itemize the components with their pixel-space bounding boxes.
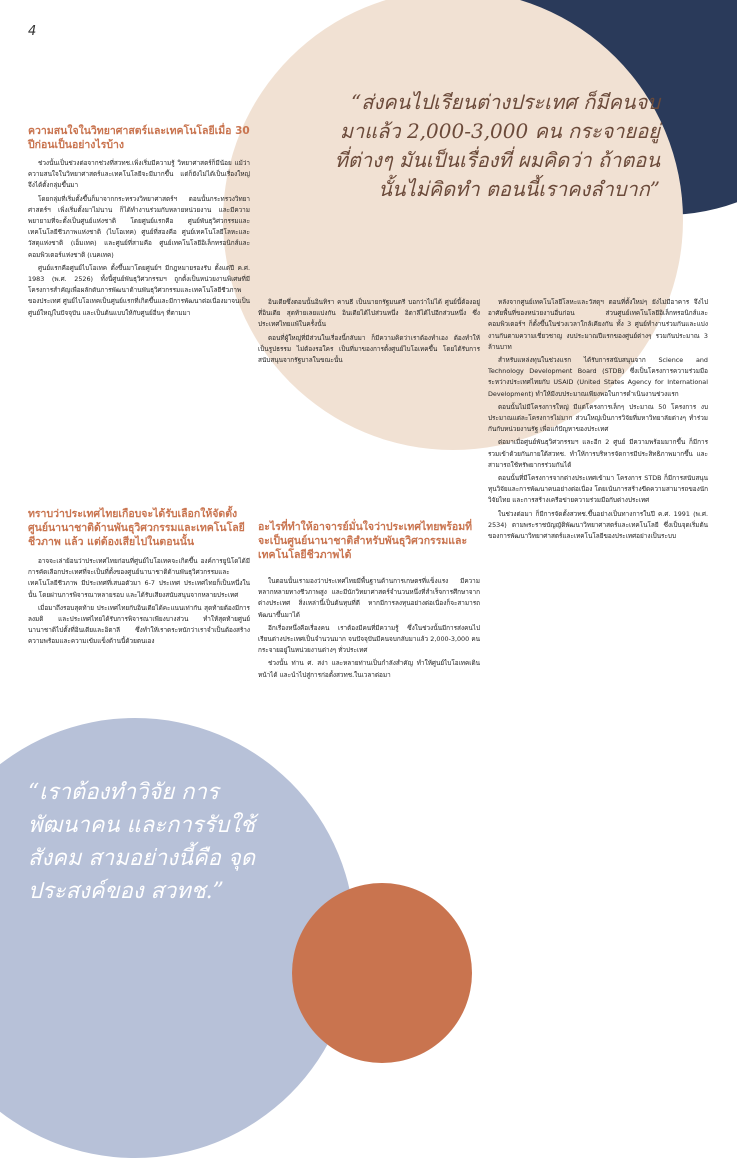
paragraph: ตอนที่ผู้ใหญ่ที่มีส่วนในเรื่องนี้กลับมา ก็มีความคิดว่าเราต้องทำเอง ต้องทำให้เป็นรูปธรรม ไม่ต้องรอใคร เป็นที่มาของการตั้งศูนย์ไบโอเทคขึ้น โดยได้รับการสนับสนุนจากรัฐบาลในขณะนั้น xyxy=(258,333,480,365)
paragraph: ต่อมาเมื่อศูนย์พันธุวิศวกรรมฯ และอีก 2 ศูนย์ มีความพร้อมมากขึ้น ก็มีการรวมเข้าด้วยกันภายใต้สวทช. ทำให้การบริหารจัดการมีประสิทธิภาพมากขึ้น และสามารถใช้ทรัพยากรร่วมกันได้ xyxy=(488,438,708,469)
left-article-block-1 xyxy=(28,158,250,488)
paragraph: ช่วงนั้น ท่าน ศ. สง่า และหลายท่านเป็นกำลังสำคัญ ทำให้ศูนย์ไบโอเทคเดินหน้าได้ และนำไปสู่การก่อตั้งสวทช.ในเวลาต่อมา xyxy=(258,659,480,679)
paragraph: ในช่วงต่อมา ก็มีการจัดตั้งสวทช.ขึ้นอย่างเป็นทางการในปี ค.ศ. 1991 (พ.ศ. 2534) ตามพระราชบัญญัติพัฒนาวิทยาศาสตร์และเทคโนโลยี ซึ่งเป็นจุดเริ่มต้นของการพัฒนาวิทยาศาสตร์และเทคโนโลยีของประเทศอย่างเป็นระบบ xyxy=(488,509,708,541)
right-article-block xyxy=(488,297,708,987)
left-heading-1: ความสนใจในวิทยาศาสตร์และเทคโนโลยีเมื่อ 30 ปีก่อนเป็นอย่างไรบ้าง xyxy=(28,125,250,151)
paragraph: อินเดียซึ่งตอนนั้นอินทิรา คานธี เป็นนายกรัฐมนตรี บอกว่าไม่ได้ ศูนย์นี้ต้องอยู่ที่อินเดีย สุดท้ายเลยแบ่งกัน อินเดียได้ไปส่วนหนึ่ง อิตาลีได้ไปอีกส่วนหนึ่ง ซึ่งประเทศไทยแพ้ในครั้งนั้น xyxy=(258,298,480,329)
paragraph: เมื่อมาถึงรอบสุดท้าย ประเทศไทยกับอินเดียได้คะแนนเท่ากัน สุดท้ายต้องมีการลงมติ และประเทศไทยได้รับการพิจารณาเพียงบางส่วน ทำให้สุดท้ายศูนย์นานาชาติไปตั้งที่อินเดียและอิตาลี ซึ่งทำให้เราตระหนักว่าเราจำเป็นต้องสร้างความพร้อมและความเข้มแข็งด้านนี้ด้วยตนเอง xyxy=(28,603,250,646)
paragraph: ตอนนั้นที่มีโครงการจากต่างประเทศเข้ามา โครงการ STDB ก็มีการสนับสนุนทุนวิจัยและการพัฒนาคนอย่างต่อเนื่อง โดยเน้นการสร้างขีดความสามารถของนักวิจัยไทย และการสร้างเครือข่ายความร่วมมือกับต่างประเทศ xyxy=(488,474,708,505)
paragraph: ช่วงนั้นเป็นช่วงต่อจากช่วงที่สวทช.เพิ่งเริ่มมีความรู้ วิทยาศาสตร์ก็มีน้อย แม้ว่าความสนใจในวิทยาศาสตร์และเทคโนโลยีจะมีมากขึ้น แต่ก็ยังไม่ได้เป็นเรื่องใหญ่ จึงได้ตั้งกลุ่มขึ้นมา xyxy=(28,159,250,190)
paragraph: ตอนนั้นไม่มีโครงการใหญ่ มีแต่โครงการเล็กๆ ประมาณ 50 โครงการ งบประมาณแต่ละโครงการไม่มาก ส่วนใหญ่เป็นการวิจัยที่มหาวิทยาลัยต่างๆ ทำร่วมกันกับหน่วยงานรัฐ เพื่อแก้ปัญหาของประเทศ xyxy=(488,402,708,434)
left-heading-2: ทราบว่าประเทศไทยเกือบจะได้รับเลือกให้จัดตั้งศูนย์นานาชาติด้านพันธุวิศวกรรมและเทคโนโลยีชีวภาพ แล้ว แต่ต้องเสียไปในตอนนั้น xyxy=(28,508,245,548)
middle-article-block-2 xyxy=(258,576,480,886)
paragraph: อาจจะเล่าย้อนว่าประเทศไทยก่อนที่ศูนย์ไบโอเทคจะเกิดขึ้น องค์การยูนิโดได้มีการคัดเลือกประเทศที่จะเป็นที่ตั้งของศูนย์นานาชาติด้านพันธุวิศวกรรมและเทคโนโลยีชีวภาพ มีประเทศที่เสนอตัวมา 6-7 ประเทศ ประเทศไทยก็เป็นหนึ่งในนั้น โดยผ่านการพิจารณาหลายรอบ และได้รับเสียงสนับสนุนจากหลายประเทศ xyxy=(28,557,250,599)
middle-article-block-1 xyxy=(258,297,480,483)
paragraph: หลังจากศูนย์เทคโนโลยีโลหะและวัสดุฯ ตอนที่ตั้งใหม่ๆ ยังไม่มีอาคาร จึงไปอาศัยพื้นที่ของหน่วยงานอื่นก่อน ส่วนศูนย์เทคโนโลยีอิเล็กทรอนิกส์และคอมพิวเตอร์ฯ ก็ตั้งขึ้นในช่วงเวลาใกล้เคียงกัน ทั้ง 3 ศูนย์ทำงานร่วมกันและแบ่งงานกันตามความเชี่ยวชาญ งบประมาณปีแรกของศูนย์ต่างๆ รวมกันประมาณ 3 ล้านบาท xyxy=(488,298,708,351)
paragraph: โดยกลุ่มที่เริ่มตั้งขึ้นก็มาจากกระทรวงวิทยาศาสตร์ฯ ตอนนั้นกระทรวงวิทยาศาสตร์ฯ เพิ่งเริ่มตั้งมาไม่นาน ก็ได้ทำงานร่วมกับหลายหน่วยงาน และมีความพยายามที่จะตั้งเป็นศูนย์แห่งชาติ โดยศูนย์แรกคือ ศูนย์พันธุวิศวกรรมและเทคโนโลยีชีวภาพแห่งชาติ (ไบโอเทค) ศูนย์ที่สองคือ ศูนย์เทคโนโลยีโลหะและวัสดุแห่งชาติ (เอ็มเทค) และศูนย์ที่สามคือ ศูนย์เทคโนโลยีอิเล็กทรอนิกส์และคอมพิวเตอร์แห่งชาติ (เนคเทค) xyxy=(28,194,250,259)
page-number: 4 xyxy=(28,24,37,39)
paragraph: อีกเรื่องหนึ่งคือเรื่องคน เราต้องมีคนที่มีความรู้ ซึ่งในช่วงนั้นมีการส่งคนไปเรียนต่างประเทศเป็นจำนวนมาก จนปัจจุบันมีคนจบกลับมาแล้ว 2,000-3,000 คน กระจายอยู่ในหน่วยงานต่างๆ ทั่วประเทศ xyxy=(258,623,480,655)
left-article-block-2 xyxy=(28,556,250,736)
middle-heading: อะไรที่ทำให้อาจารย์มั่นใจว่าประเทศไทยพร้อมที่จะเป็นศูนย์นานาชาติสำหรับพันธุวิศวกรรมและเทคโนโลยีชีวภาพได้ xyxy=(258,521,473,561)
pull-quote-top: “ส่งคนไปเรียนต่างประเทศ ก็มีคนจบมาแล้ว 2,000-3,000 คน กระจายอยู่ที่ต่างๆ มันเป็นเรื่องที่ ผมคิดว่า ถ้าตอนนั้นไม่คิดทำ ตอนนี้เราคงลำบาก” xyxy=(334,90,660,201)
paragraph: ในตอนนั้นเรามองว่าประเทศไทยมีพื้นฐานด้านการเกษตรที่แข็งแรง มีความหลากหลายทางชีวภาพสูง และมีนักวิทยาศาสตร์จำนวนหนึ่งที่สำเร็จการศึกษาจากต่างประเทศ สิ่งเหล่านี้เป็นต้นทุนที่ดี หากมีการลงทุนอย่างต่อเนื่องก็จะสามารถพัฒนาขึ้นมาได้ xyxy=(258,577,480,619)
rust-circle-decoration xyxy=(292,883,472,1063)
pull-quote-bottom: “เราต้องทำวิจัย การพัฒนาคน และการรับใช้สังคม สามอย่างนี้คือ จุดประสงค์ของ สวทช.” xyxy=(28,780,256,904)
paragraph: สำหรับแหล่งทุนในช่วงแรก ได้รับการสนับสนุนจาก Science and Technology Development Board (STDB) ซึ่งเป็นโครงการความร่วมมือระหว่างประเทศไทยกับ USAID (United States Agency for International Development) ทำให้มีงบประมาณเพียงพอในการดำเนินงานช่วงแรก xyxy=(488,356,708,398)
paragraph: ศูนย์แรกคือศูนย์ไบโอเทค ตั้งขึ้นมาโดยศูนย์ฯ มีกฎหมายรองรับ ตั้งแต่ปี ค.ศ. 1983 (พ.ศ. 2526) ทั้งนี้ศูนย์พันธุวิศวกรรมฯ ถูกตั้งเป็นหน่วยงานพิเศษที่มีโครงการสำคัญเพื่อผลักดันการพัฒนาด้านพันธุวิศวกรรมและเทคโนโลยีชีวภาพของประเทศ ศูนย์ไบโอเทคเป็นศูนย์แรกที่เกิดขึ้นและมีการพัฒนาต่อเนื่องมาจนเป็นศูนย์ใหญ่ในปัจจุบัน และเป็นต้นแบบให้กับศูนย์อื่นๆ ที่ตามมา xyxy=(28,263,250,317)
